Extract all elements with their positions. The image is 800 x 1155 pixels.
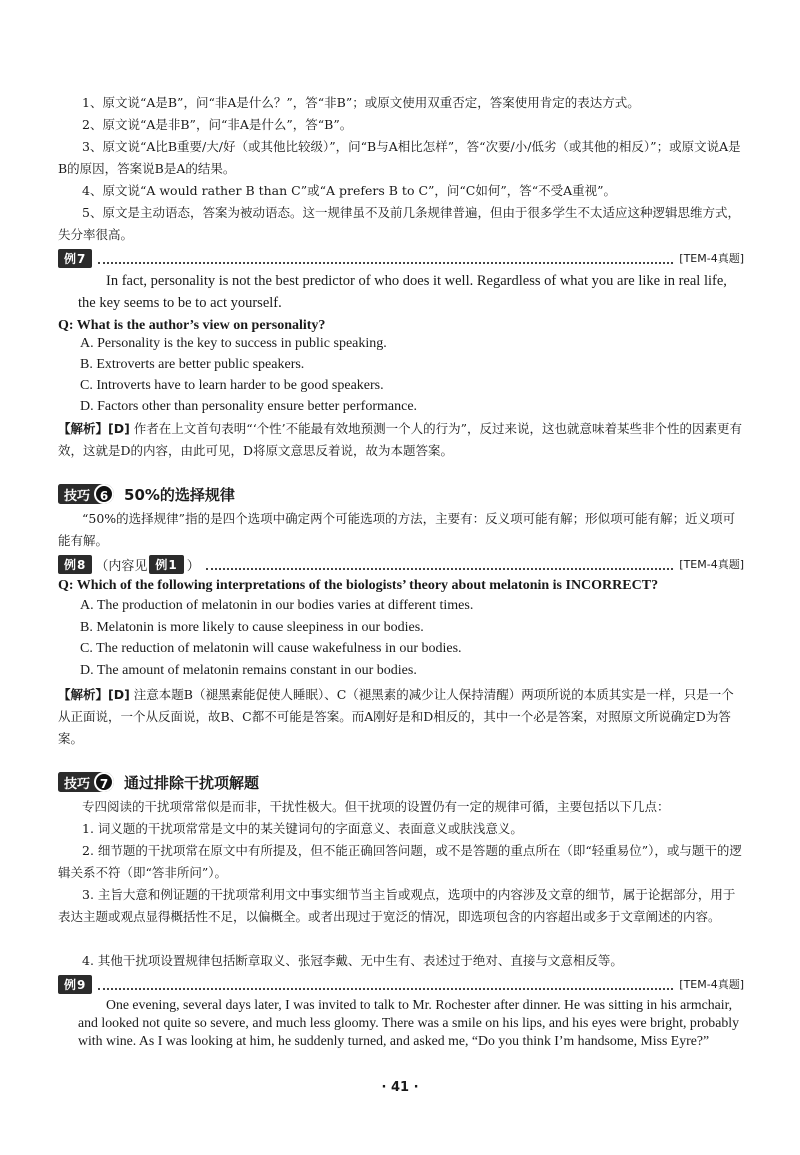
rule-5: 5、原文是主动语态，答案为被动语态。这一规律虽不及前几条规律普遍，但由于很多学生不太适应这种逻辑思维方式，失分率很高。 [58, 205, 740, 242]
example-7-header [58, 248, 744, 268]
example-9-badge: 例9 [58, 975, 92, 994]
tip-7-point-1: 1. 词义题的干扰项常常是文中的某关键词句的字面意义、表面意义或肤浅意义。 [82, 821, 523, 836]
rule-3: 3、原文说“A比B重要/大/好（或其他比较级）”，问“B与A相比怎样”，答“次要/小/低劣（或其他的相反）”；或原文说A是B的原因，答案说B是A的结果。 [58, 139, 741, 176]
example-8-option-c: C. The reduction of melatonin will cause wakefulness in our bodies. [80, 641, 462, 656]
rule-4: 4、原文说“A would rather B than C”或“A prefers B to C”，问“C如何”，答“不受A重视”。 [82, 183, 617, 198]
tip-6-badge [58, 484, 114, 504]
tip-7-point-3: 3. 主旨大意和例证题的干扰项常利用文中事实细节当主旨或观点，选项中的内容涉及文章的细节，属于论据部分，用于表达主题或观点显得概括性不足，以偏概全。或者出现过于宽泛的情况，即选项包含的内容超出或多于文章阐述的内容。 [58, 887, 736, 924]
example-7-badge: 例7 [58, 249, 92, 268]
tip-badge-label: 技巧 [64, 776, 91, 792]
example-7-source: [TEM-4真题] [679, 252, 744, 265]
analysis-text: 注意本题B（褪黑素能促使人睡眠）、C（褪黑素的减少让人保持清醒）两项所说的本质其实是一样，只是一个从正面说，一个从反面说，故B、C都不可能是答案。而A刚好是和D相反的，其中一个必是答案，对照原文所说确定D为答案。 [58, 687, 734, 746]
example-7-passage: In fact, personality is not the best predictor of who does it well. Regardless of what you are like in real life, the key seems to be to act yourself. [78, 273, 727, 311]
analysis-label: 【解析】[D] [58, 687, 130, 702]
tip-7-badge [58, 772, 114, 792]
example-7-option-c: C. Introverts have to learn harder to be good speakers. [80, 378, 384, 393]
tip-badge-label: 技巧 [64, 488, 91, 504]
example-8-ref-open: （内容见 [95, 558, 148, 574]
analysis-text: 作者在上文首句表明“‘个性’不能最有效地预测一个人的行为”，反过来说，这也就意味着某些非个性的因素更有效，这就是D的内容，由此可见，D将原文意思反着说，故为本题答案。 [58, 421, 743, 458]
example-7-option-d: D. Factors other than personality ensure better performance. [80, 399, 418, 414]
dotted-leader [206, 559, 674, 570]
example-8-header [58, 554, 744, 574]
example-8-badge: 例8 [58, 555, 92, 574]
dotted-leader [98, 979, 673, 990]
tip-number: 6 [94, 484, 114, 504]
example-7-option-a: A. Personality is the key to success in public speaking. [80, 336, 387, 351]
dotted-leader [98, 253, 673, 264]
example-8-option-b: B. Melatonin is more likely to cause sleepiness in our bodies. [80, 620, 424, 635]
example-8-option-a: A. The production of melatonin in our bodies varies at different times. [80, 598, 474, 613]
example-8-ref-close: ） [186, 558, 200, 574]
tip-6-body: “50%的选择规律”指的是四个选项中确定两个可能选项的方法，主要有：反义项可能有解；形似项可能有解；近义项可能有解。 [58, 511, 736, 548]
tip-7-intro: 专四阅读的干扰项常常似是而非，干扰性极大。但干扰项的设置仍有一定的规律可循，主要包括以下几点： [82, 799, 670, 814]
tip-7-title: 通过排除干扰项解题 [124, 773, 260, 792]
example-9-source: [TEM-4真题] [679, 978, 744, 991]
example-7-analysis [58, 418, 744, 462]
page-number: · 41 · [381, 1080, 419, 1095]
tip-6-title: 50%的选择规律 [124, 485, 235, 504]
example-7-question: Q: What is the author’s view on personality? [58, 318, 326, 333]
tip-7-header [58, 770, 259, 794]
example-8-source: [TEM-4真题] [679, 558, 744, 571]
tip-7-point-2: 2. 细节题的干扰项常在原文中有所提及，但不能正确回答问题，或不是答题的重点所在（即“轻重易位”），或与题干的逻辑关系不符（即“答非所问”）。 [58, 843, 742, 880]
example-9-header [58, 974, 744, 994]
analysis-label: 【解析】[D] [58, 421, 130, 436]
example-9-passage: One evening, several days later, I was invited to talk to Mr. Rochester after dinner. He was sitting in his armchair, and looked not quite so severe, and much less gloomy. There was a smile on his lips, and his eyes were bright, probably with wine. As I was looking at him, he suddenly turned, and asked me, “Do you think I’m handsome, Miss Eyre?” [78, 997, 739, 1048]
tip-7-point-4: 4. 其他干扰项设置规律包括断章取义、张冠李戴、无中生有、表述过于绝对、直接与文意相反等。 [82, 953, 623, 968]
rule-2: 2、原文说“A是非B”，问“非A是什么”，答“B”。 [82, 117, 353, 132]
example-7-option-b: B. Extroverts are better public speakers. [80, 357, 305, 372]
example-8-option-d: D. The amount of melatonin remains constant in our bodies. [80, 663, 417, 678]
example-8-analysis [58, 684, 744, 750]
tip-number: 7 [94, 772, 114, 792]
tip-6-header [58, 482, 235, 506]
example-8-ref-badge: 例1 [149, 555, 183, 574]
example-8-question: Q: Which of the following interpretations of the biologists’ theory about melatonin is INCORRECT? [58, 578, 659, 593]
rule-1: 1、原文说“A是B”，问“非A是什么？”，答“非B”；或原文使用双重否定，答案使用肯定的表达方式。 [82, 95, 640, 110]
